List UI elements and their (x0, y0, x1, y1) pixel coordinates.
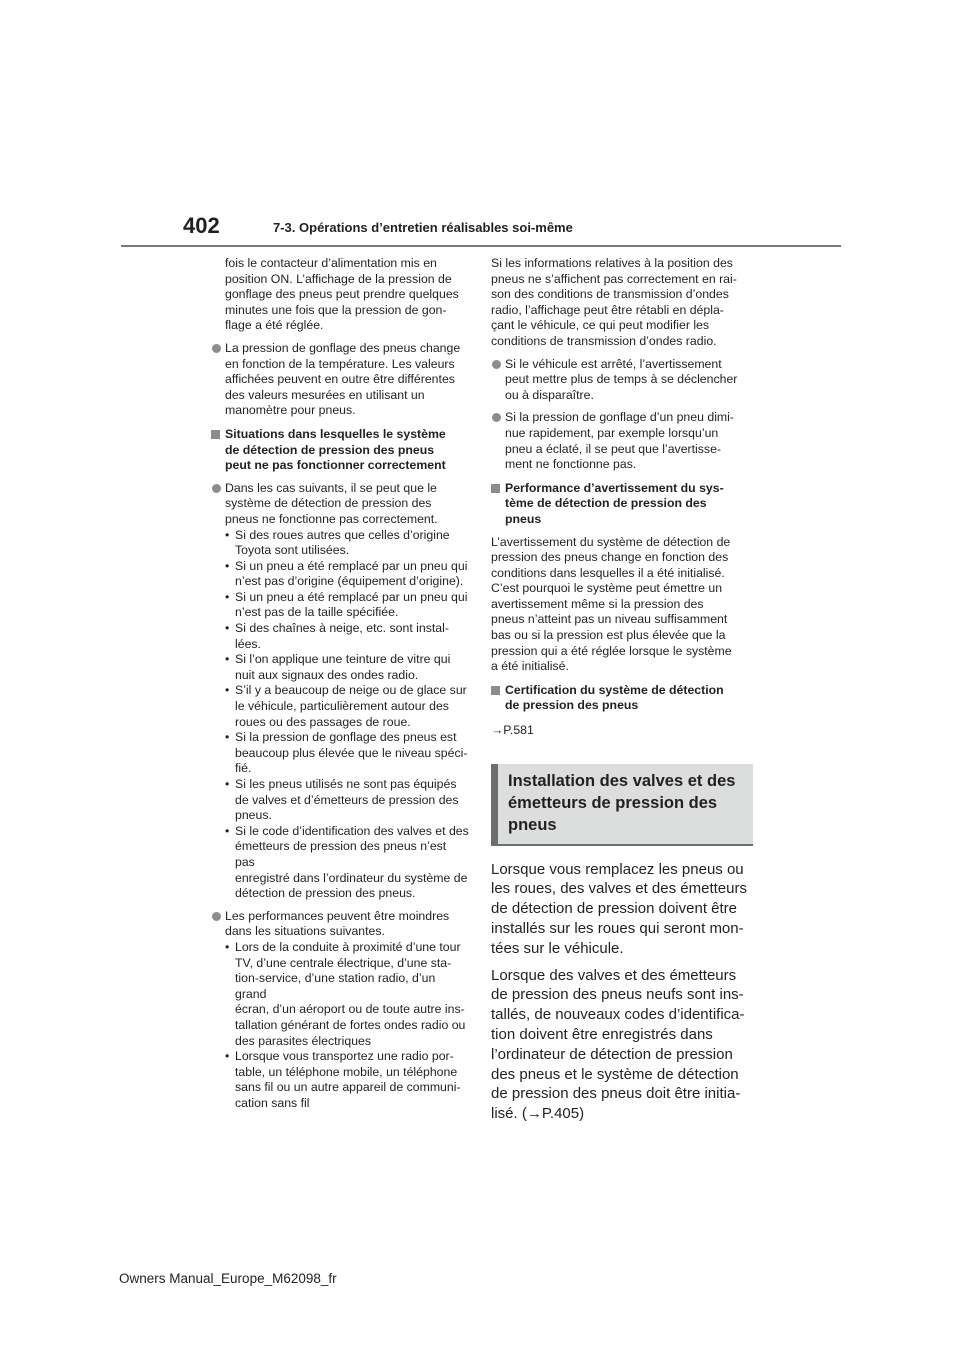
text-line: lées. (235, 636, 261, 651)
text-line: dans les situations suivantes. (225, 924, 385, 939)
subheading-text (505, 683, 753, 714)
text-line: Situations dans lesquelles le système (225, 426, 446, 441)
bullet-stopped-vehicle (491, 357, 753, 404)
text-line: n’est pas d’origine (équipement d’origine). (235, 574, 464, 589)
dash-marker-icon: • (225, 621, 230, 636)
text-line: des pneus et le système de détection (491, 1065, 739, 1083)
list-item (211, 621, 469, 652)
text-line: tème de détection de pression des (505, 496, 707, 511)
text-line: minutes une fois que la pression de gon- (225, 302, 447, 317)
text-line: pneus ne fonctionne pas correctement. (225, 511, 438, 526)
list-item (211, 528, 469, 559)
text-line: bas ou si la pression est plus élevée que la (491, 628, 726, 643)
text-line: des parasites électriques (235, 1033, 372, 1048)
square-marker-icon (211, 430, 220, 439)
text-line: tallation générant de fortes ondes radio ou (235, 1017, 466, 1032)
text-line: TV, d’une centrale électrique, d’une sta- (235, 955, 452, 970)
text-line: gonflage des pneus peut prendre quelques (225, 287, 459, 302)
text-line: Dans les cas suivants, il se peut que le (225, 480, 437, 495)
text-line: flage a été réglée. (225, 318, 324, 333)
text-line: tion-service, d’une station radio, d’un grand (235, 971, 436, 1001)
bullet-dot-icon (492, 413, 501, 422)
dash-marker-icon: • (225, 589, 230, 604)
text-line: avertissement même si la pression des (491, 596, 704, 611)
paragraph-replacement (491, 860, 753, 959)
square-marker-icon (491, 484, 500, 493)
dash-marker-icon: • (225, 527, 230, 542)
text-line: de détection de pression des pneus (225, 442, 435, 457)
list-item (211, 559, 469, 590)
text-line: table, un téléphone mobile, un téléphone (235, 1064, 458, 1079)
bullet-text (225, 341, 469, 419)
text-line: son des conditions de transmission d’ondes (491, 287, 729, 302)
dash-marker-icon: • (225, 558, 230, 573)
text-line: ou à disparaître. (505, 387, 594, 402)
text-line: Si les informations relatives à la position des (491, 256, 733, 270)
text-line: peut mettre plus de temps à se déclencher (505, 372, 738, 387)
text-line: installés sur les roues qui seront mon- (491, 920, 744, 938)
text-line: C’est pourquoi le système peut émettre un (491, 581, 723, 596)
text-line: Si les pneus utilisés ne sont pas équipés (235, 777, 457, 791)
page-reference-link[interactable]: →P.581 (491, 723, 534, 738)
text-line: tallés, de nouveaux codes d’identifica- (491, 1006, 745, 1024)
text-line: tion doivent être enregistrés dans (491, 1026, 713, 1043)
text-line: système de détection de pression des (225, 496, 432, 511)
text-line: Si un pneu a été remplacé par un pneu qui (235, 558, 468, 573)
subheading-certification (491, 683, 753, 714)
text-line: affichées peuvent en outre être différentes (225, 372, 455, 387)
text-line: de pression des pneus doit être initia- (491, 1085, 741, 1103)
text-line: de pression des pneus neufs sont ins- (491, 986, 744, 1004)
text-line: conditions de transmission d’ondes radio. (491, 333, 717, 348)
situation-list (211, 940, 469, 1112)
text-line: les roues, des valves et des émetteurs (491, 880, 747, 898)
bullet-cases (211, 481, 469, 528)
text-line: cation sans fil (235, 1095, 310, 1110)
header-divider (121, 245, 841, 247)
dash-marker-icon: • (225, 777, 230, 791)
text-line: des valeurs mesurées en utilisant un (225, 387, 425, 402)
text-line: nue rapidement, par exemple lorsqu’un (505, 425, 719, 440)
text-line: manomètre pour pneus. (225, 403, 356, 418)
text-line: Si l’on applique une teinture de vitre qui (235, 652, 451, 667)
bullet-text (225, 481, 469, 528)
subheading-text (505, 481, 753, 528)
text-line: pneus ne s’affichent pas correctement en rai- (491, 271, 737, 286)
subheading-warning-performance (491, 481, 753, 528)
text-line: Lorsque des valves et des émetteurs (491, 966, 737, 984)
text-line: fié. (235, 761, 252, 776)
dash-marker-icon: • (225, 652, 230, 667)
text-line: pneu a éclaté, il se peut que l’avertisse- (505, 441, 722, 456)
case-list (211, 528, 469, 902)
dash-marker-icon: • (225, 1049, 230, 1064)
text-line: pneus. (235, 808, 272, 823)
list-item (211, 824, 469, 902)
list-item (211, 683, 469, 730)
text-line: Lors de la conduite à proximité d’une tour (235, 939, 461, 954)
paragraph-position-info (491, 256, 753, 350)
text-line: conditions dans lesquelles il a été initialisé. (491, 565, 725, 580)
text-line: Les performances peuvent être moindres (225, 908, 450, 923)
left-column (211, 256, 469, 1111)
bullet-rapid-pressure-drop (491, 410, 753, 472)
text-line: Toyota sont utilisées. (235, 543, 350, 558)
text-line: roues ou des passages de roue. (235, 714, 411, 729)
text-line: lisé. (→P.405) (491, 1105, 585, 1123)
text-line: de détection de pression doivent être (491, 900, 737, 918)
square-marker-icon (491, 686, 500, 695)
text-line: en fonction de la température. Les valeurs (225, 356, 455, 371)
text-line: pneus n’atteint pas un niveau suffisamment (491, 612, 728, 627)
text-line: radio, l’affichage peut être rétabli en dépla- (491, 302, 724, 317)
text-line: écran, d’un aéroport ou de toute autre ins- (235, 1002, 465, 1017)
list-item (211, 590, 469, 621)
text-line: Performance d’avertissement du sys- (505, 480, 724, 495)
text-line: çant le véhicule, ce qui peut modifier les (491, 318, 710, 333)
text-line: émetteurs de pression des (508, 793, 718, 812)
right-column (491, 256, 753, 1124)
text-line: fois le contacteur d’alimentation mis en (225, 256, 437, 270)
subheading-text (225, 427, 469, 474)
list-item (211, 1049, 469, 1111)
bullet-dot-icon (212, 484, 221, 493)
page-number: 402 (183, 213, 220, 238)
section-title: 7-3. Opérations d’entretien réalisables soi-même (273, 220, 573, 235)
text-line: pneus (508, 815, 557, 834)
subheading-situations (211, 427, 469, 474)
bullet-dot-icon (492, 360, 501, 369)
list-item (211, 777, 469, 824)
text-line: émetteurs de pression des pneus n’est pas (235, 839, 447, 869)
text-line: Si des roues autres que celles d’origine (235, 527, 450, 542)
bullet-dot-icon (212, 912, 221, 921)
text-line: l’ordinateur de détection de pression (491, 1045, 733, 1063)
section-heading-installation (491, 764, 753, 846)
text-line: sans fil ou un autre appareil de communi- (235, 1080, 461, 1095)
text-line: Si des chaînes à neige, etc. sont instal- (235, 621, 449, 636)
text-line: nuit aux signaux des ondes radio. (235, 667, 419, 682)
dash-marker-icon: • (225, 730, 230, 745)
dash-marker-icon: • (225, 823, 230, 838)
text-line: Si la pression de gonflage d’un pneu dimi- (505, 410, 735, 425)
text-line: pression des pneus change en fonction des (491, 550, 729, 565)
text-line: détection de pression des pneus. (235, 886, 416, 901)
bullet-text (505, 357, 753, 404)
text-line: Si le véhicule est arrêté, l’avertissement (505, 356, 722, 371)
text-line: Si le code d’identification des valves et des (235, 823, 469, 838)
bullet-text (225, 909, 469, 940)
text-line: Lorsque vous remplacez les pneus ou (491, 860, 744, 878)
list-item (211, 940, 469, 1049)
text-line: Installation des valves et des (508, 771, 736, 790)
dash-marker-icon: • (225, 939, 230, 954)
text-line: n’est pas de la taille spécifiée. (235, 605, 399, 620)
text-line: peut ne pas fonctionner correctement (225, 458, 446, 473)
text-line: le véhicule, particulièrement autour des (235, 699, 449, 714)
list-item (211, 730, 469, 777)
text-line: de valves et d’émetteurs de pression des (235, 792, 459, 807)
text-line: pneus (505, 511, 542, 526)
text-line: Si un pneu a été remplacé par un pneu qui (235, 589, 468, 604)
paragraph-new-codes (491, 966, 753, 1124)
text-line: de pression des pneus (505, 698, 639, 713)
text-line: position ON. L’affichage de la pression de (225, 271, 452, 286)
bullet-performance (211, 909, 469, 940)
text-line: Si la pression de gonflage des pneus est (235, 730, 457, 745)
list-item (211, 652, 469, 683)
text-line: enregistré dans l’ordinateur du système de (235, 870, 468, 885)
text-line: ment ne fonctionne pas. (505, 457, 637, 472)
bullet-dot-icon (212, 344, 221, 353)
footer-document-id: Owners Manual_Europe_M62098_fr (119, 1271, 337, 1286)
text-line: tées sur le véhicule. (491, 939, 624, 957)
text-line: a été initialisé. (491, 659, 569, 674)
continued-paragraph (211, 256, 469, 334)
bullet-temperature (211, 341, 469, 419)
text-line: Certification du système de détection (505, 682, 724, 697)
text-line: beaucoup plus élevée que le niveau spéci- (235, 745, 468, 760)
text-line: S’il y a beaucoup de neige ou de glace sur (235, 683, 467, 698)
bullet-text (505, 410, 753, 472)
dash-marker-icon: • (225, 683, 230, 698)
paragraph-warning (491, 535, 753, 675)
text-line: L’avertissement du système de détection de (491, 534, 731, 549)
text-line: Lorsque vous transportez une radio por- (235, 1049, 454, 1064)
text-line: La pression de gonflage des pneus change (225, 340, 461, 355)
text-line: pression qui a été réglée lorsque le système (491, 643, 732, 658)
